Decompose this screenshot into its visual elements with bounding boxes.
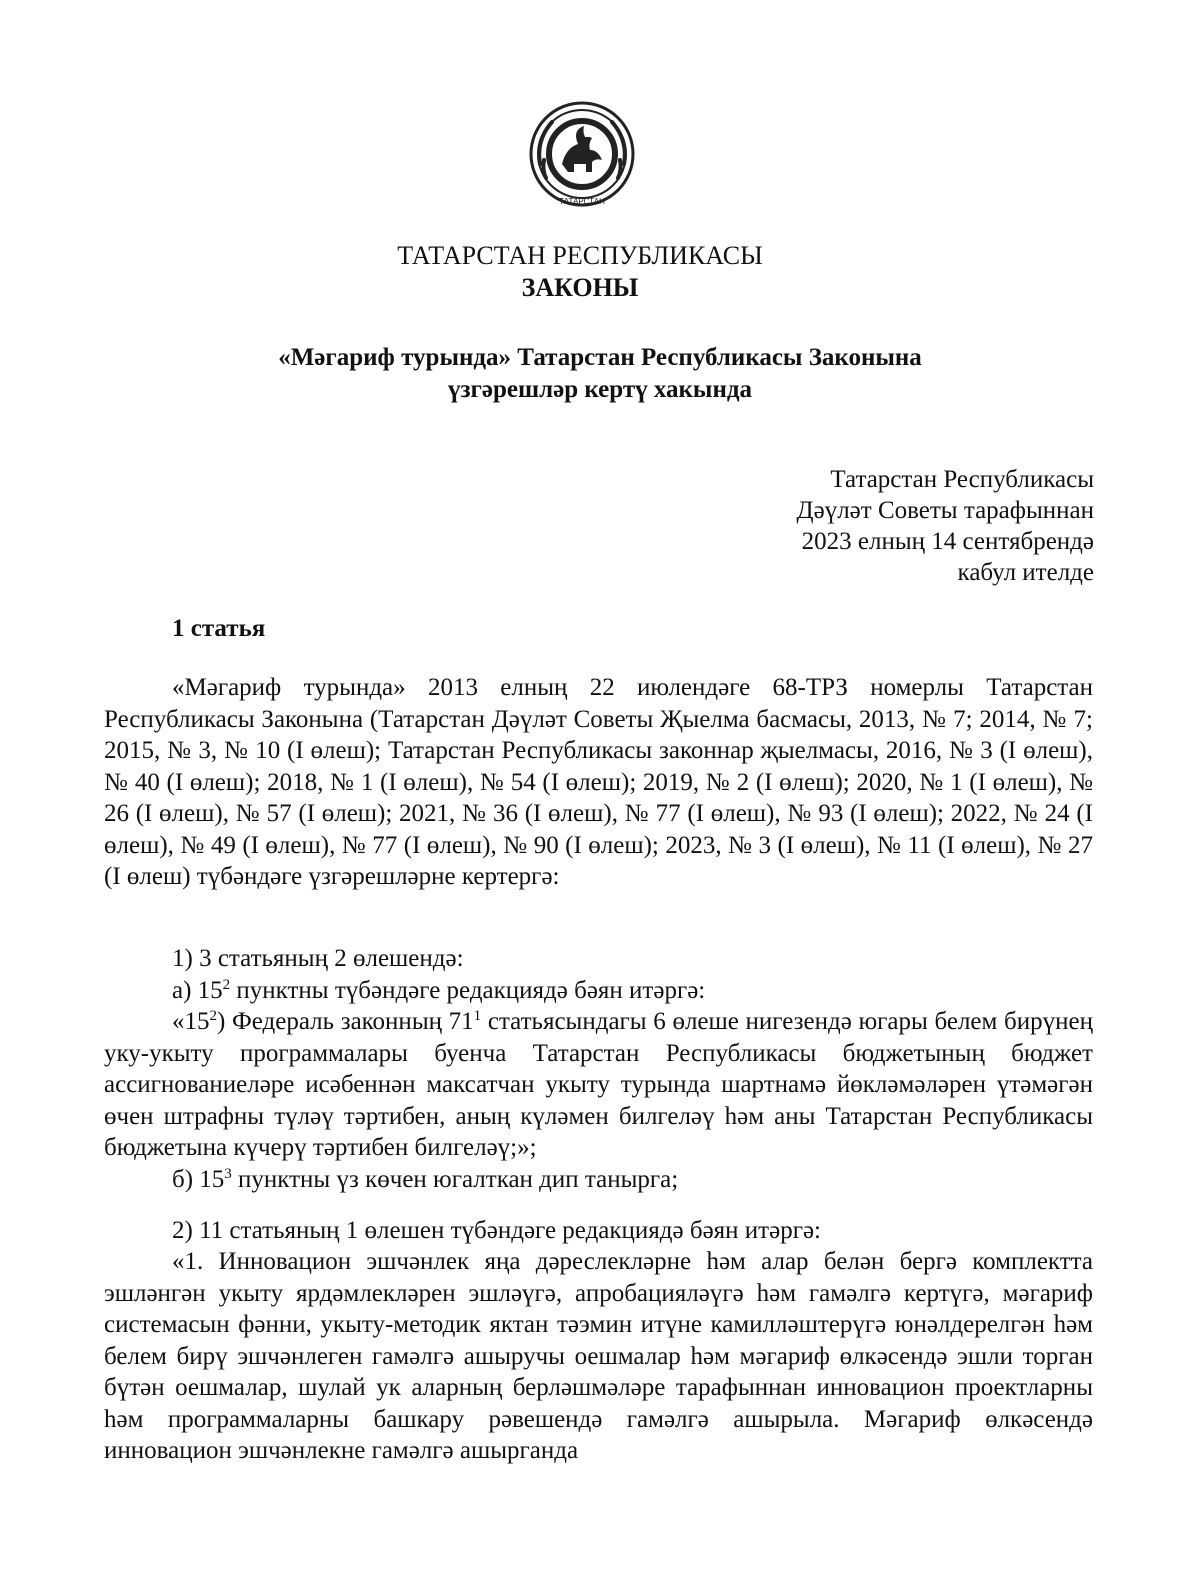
item-2: 2) 11 статьяның 1 өлешен түбәндәге редакциядә бәян итәргә: (172, 1217, 821, 1244)
adoption-note (797, 464, 1094, 588)
item-1a: а) $15^2$ пунктны түбәндәге редакциядә бәян итәргә: (172, 977, 706, 1004)
article-heading: 1 статья (172, 615, 266, 642)
adoption-line: Татарстан Республикасы (830, 466, 1094, 493)
law-title-line1: «Мәгариф турында» Татарстан Республикасы Законына (278, 344, 922, 371)
adoption-line: кабул ителде (957, 559, 1094, 586)
item-1a-quote: «$15^2$) Федераль законның $71^1$ статьясындагы 6 өлеше нигезендә югары белем бирүнең уку-укыту программалары буенча Татарстан Республикасы бюджетының бюджет ассигнованиеләре исәбеннән максатчан укыту турында шартнамә йөкләмәләрен үтәмәгән өчен штрафны түләү тәртибен, аның күләмен билгеләү һәм аны Татарстан Республикасы бюджетына күчерү тәртибен билгеләү;»; (104, 1008, 1093, 1161)
svg-text:ТАТАРСТАН: ТАТАРСТАН (559, 197, 605, 206)
republic-heading: ТАТАРСТАН РЕСПУБЛИКАСЫ (397, 241, 763, 270)
law-heading: ЗАКОНЫ (521, 273, 639, 302)
adoption-line: Дәүләт Советы тарафыннан (796, 497, 1094, 524)
law-title-line2: үзгәрешләр кертү хакында (447, 376, 752, 403)
item-1: 1) 3 статьяның 2 өлешендә: (172, 945, 464, 972)
adoption-line: 2023 елның 14 сентябрендә (801, 528, 1094, 555)
article-intro-paragraph: «Мәгариф турында» 2013 елның 22 июлендәге 68-ТРЗ номерлы Татарстан Республикасы Законына (Татарстан Дәүләт Советы Җыелма басмасы, 2013, № 7; 2014, № 7; 2015, № 3, № 10 (I өлеш); Татарстан Республикасы законнар җыелмасы, 2016, № 3 (I өлеш), № 40 (I өлеш); 2018, № 1 (I өлеш), № 54 (I өлеш); 2019, № 2 (I өлеш); 2020, № 1 (I өлеш), № 26 (I өлеш), № 57 (I өлеш); 2021, № 36 (I өлеш), № 77 (I өлеш), № 93 (I өлеш); 2022, № 24 (I өлеш), № 49 (I өлеш), № 77 (I өлеш), № 90 (I өлеш); 2023, № 3 (I өлеш), № 11 (I өлеш), № 27 (I өлеш) түбәндәге үзгәрешләрне кертергә: (104, 674, 1093, 890)
tatarstan-coat-of-arms-icon (526, 100, 638, 212)
item-1b: б) $15^3$ пунктны үз көчен югалткан дип танырга; (172, 1166, 679, 1193)
item-2-quote: «1. Инновацион эшчәнлек яңа дәреслекләрне һәм алар белән бергә комплектта эшләнгән укыту ярдәмлекләрен эшләүгә, апробацияләүгә һәм гамәлгә кертүгә, мәгариф системасын фәнни, укыту-методик яктан тәэмин итүне камилләштерүгә юнәлдерелгән һәм белем бирү эшчәнлеген гамәлгә ашыручы оешмалар һәм мәгариф өлкәсендә эшли торган бүтән оешмалар, шулай ук аларның берләшмәләре тарафыннан инновацион проектларны һәм программаларны башкару рәвешендә гамәлгә ашырыла. Мәгариф өлкәсендә инновацион эшчәнлекне гамәлгә ашырганда (104, 1248, 1093, 1464)
